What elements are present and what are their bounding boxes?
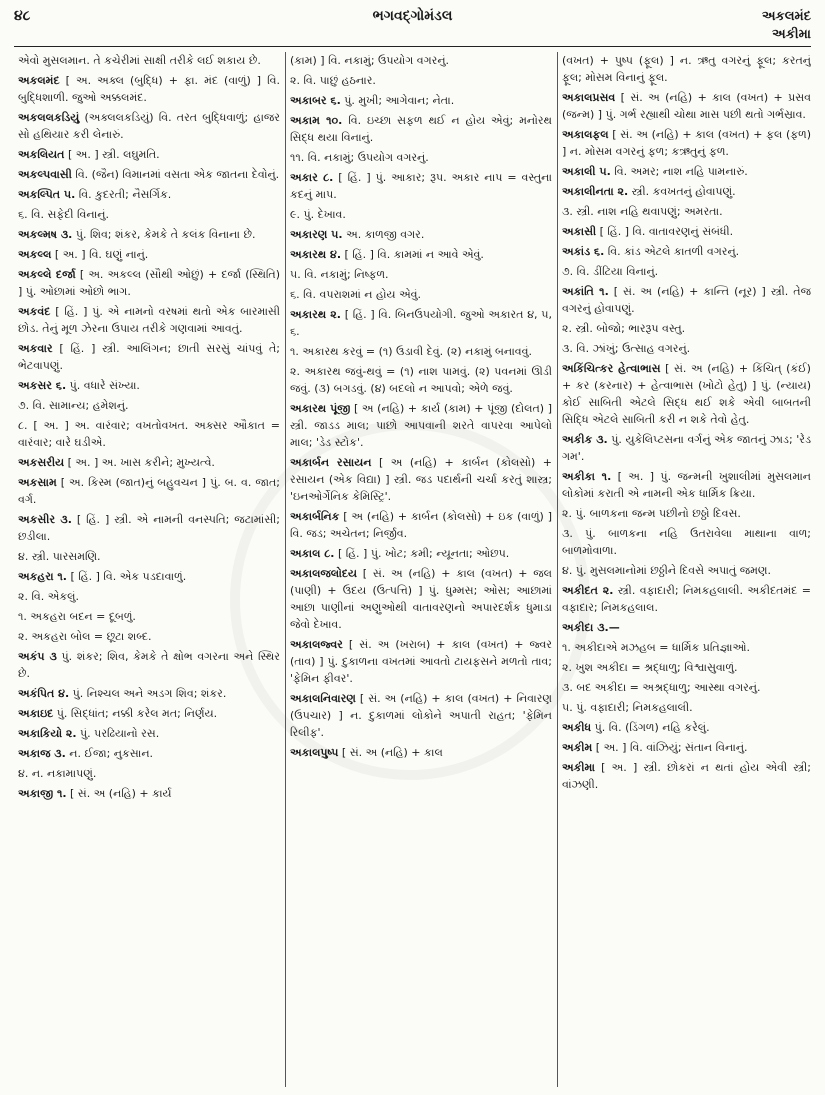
dictionary-entry: [290, 744, 552, 761]
entry-definition: ૧. અકારથ કરવું = (૧) ઉડાવી દેવું. (૨) નકામું બનાવવું.: [290, 345, 532, 358]
dictionary-entry: [562, 126, 811, 160]
entry-definition: [ સં. અ (નહિ) + કિંચિત્ (કંઈ) + કર (કરનાર) + હેત્વાભાસ (ખોટો હેતુ) ] પું. (ન્યાય) કોઈ સાબિતી એટલે સિદ્ધ થઈ શકે એવી બાબતની સિદ્ધિ એટલે સાબિતી કરી ન શકે તેવો હેતુ.: [562, 362, 811, 426]
dictionary-entry: [562, 619, 811, 636]
dictionary-entry: [290, 206, 552, 223]
entry-definition: [ હિં. ] પું. આકાર; રૂપ. અકાર નાપ = વસ્તુના કદનું માપ.: [290, 171, 552, 201]
headword: અકાલનિવારણ: [290, 692, 356, 705]
dictionary-entry: [562, 183, 811, 200]
entry-definition: [ અ. ] અ. ખાસ કરીને; મુખ્યત્વે.: [64, 456, 215, 469]
entry-definition: ૩. વિ. ઝાંખું; ઉત્સાહ વગરનું.: [562, 342, 691, 355]
entry-definition: પું. શંકર; શિવ, કેમકે તે ક્ષોભ વગરના અને સ્થિર છે.: [18, 650, 280, 680]
entry-definition: [ હિં. ] વિ. બિનઉપયોગી. જુઓ અકારત ૪, ૫, ૬.: [290, 308, 552, 338]
dictionary-entry: [562, 360, 811, 428]
dictionary-entry: [290, 690, 552, 741]
dictionary-entry: [290, 266, 552, 283]
dictionary-entry: [18, 166, 280, 183]
dictionary-entry: [562, 263, 811, 280]
entry-definition: [ હિં. ] સ્ત્રી. આલિંગન; છાતી સરસું ચાંપવું તે; ભેટવાપણું.: [18, 342, 280, 372]
dictionary-entry: [562, 468, 811, 502]
entry-definition: ૪. સ્ત્રી. પારસમણિ.: [18, 550, 101, 563]
entry-definition: [ સં. અ (નહિ) + કાલ (વખત) + ફલ (ફળ) ] ન. મોસમ વગરનું ફળ; કઋતુનું ફળ.: [562, 128, 811, 158]
entry-definition: પું. યુકેલિપ્ટસના વર્ગનું એક જાતનું ઝાડ; 'રેડ ગમ'.: [562, 433, 811, 463]
headword: અકલ્લ: [18, 248, 52, 261]
dictionary-entry: [18, 146, 280, 163]
headword: અકાલપુષ્પ: [290, 746, 339, 759]
headword: અકાલી ૫.: [562, 165, 611, 178]
entry-definition: ૨. અકહરા બોલ = છૂટા શબ્દ.: [18, 630, 152, 643]
entry-definition: વિ. ઇચ્છા સફળ થઈ ન હોય એવું; મનોરથ સિદ્ધ થયા વિનાનું.: [290, 114, 552, 144]
dictionary-entry: [18, 725, 280, 742]
headword: અકાજી ૧.: [18, 787, 67, 800]
headword: અકાબર ૬.: [290, 94, 341, 107]
entry-definition: અ. કાળજી વગર.: [342, 228, 425, 241]
headword: અકીક ૩.: [562, 433, 608, 446]
column-divider-2: [557, 52, 558, 1087]
headword: અકંપિત ૪.: [18, 687, 70, 700]
dictionary-entry: [562, 719, 811, 736]
entry-definition: [ અ. ] સ્ત્રી. લઘુમતિ.: [64, 148, 160, 161]
guide-words: [762, 8, 811, 44]
entry-definition: [ અ (નહિ) + કાર્ય (કામ) + પૂંજી (દોલત) ] સ્ત્રી. જાડડ માલ; પાછો આપવાની શરતે વાપરવા આપેલો માલ; 'ડેડ સ્ટોક'.: [290, 402, 552, 449]
entry-definition: ૨. વિ. પાછું હઠનાર.: [290, 74, 376, 87]
entry-definition: [ હિં. ] વિ. એક પડદાવાળું.: [66, 570, 187, 583]
dictionary-entry: [290, 545, 552, 562]
headword: અકલ્પવાસી: [18, 168, 72, 181]
headword: અકલમંદ: [18, 74, 60, 87]
dictionary-entry: [290, 72, 552, 89]
dictionary-entry: [562, 759, 811, 793]
dictionary-entry: [18, 548, 280, 565]
dictionary-entry: [290, 92, 552, 109]
headword: અકાલજલોદય: [290, 567, 358, 580]
entry-definition: ૨. પું. બાળકના જન્મ પછીનો છઠ્ઠો દિવસ.: [562, 507, 741, 520]
entry-definition: વિ. કાંડ એટલે કાતળી વગરનું.: [604, 245, 740, 258]
dictionary-entry: [18, 568, 280, 585]
dictionary-entry: [290, 112, 552, 146]
entry-definition: [ હિં. ] વિ. કામમાં ન આવે એવું.: [341, 248, 484, 261]
dictionary-entry: [562, 283, 811, 317]
headword: અકાંડ ૬.: [562, 245, 605, 258]
dictionary-entry: [18, 186, 280, 203]
header-rule: [14, 46, 811, 47]
headword: અકાંતિ ૧.: [562, 285, 609, 298]
entry-definition: [ હિં. ] પું. એ નામનો વરષમાં થતો એક બારમાસી છોડ. તેનું મૂળ ઝેરના ઉપાય તરીકે ગણવામાં આવતું.: [18, 305, 280, 335]
entry-definition: ૬. વિ. વપરાશમાં ન હોય એવું.: [290, 288, 422, 301]
entry-definition: [ હિં. ] સ્ત્રી. એ નામની વનસ્પતિ; જટામાંસી; છડીલા.: [18, 513, 280, 543]
dictionary-entry: [290, 306, 552, 340]
headword: અકવંદ: [18, 305, 51, 318]
dictionary-entry: [18, 72, 280, 106]
entry-definition: વિ. (જૈન) વિમાનમાં વસતા એક જાતના દેવોનું.: [71, 168, 280, 181]
entry-definition: [ સં. અ (નહિ) + કાલ (વખત) + નિવારણ (ઉપચાર) ] ન. દુકાળમાં લોકોને અપાતી રાહત; 'ફેમિન રિલીફ'.: [290, 692, 552, 739]
dictionary-entry: [18, 745, 280, 762]
headword: અકારથ પૂંજી: [290, 402, 351, 415]
dictionary-entry: [18, 109, 280, 143]
entry-definition: ૭. વિ. ડીંટિયા વિનાનું.: [562, 265, 659, 278]
dictionary-entry: [562, 52, 811, 86]
dictionary-entry: [18, 226, 280, 243]
dictionary-entry: [562, 639, 811, 656]
entry-definition: [ અ. ] સ્ત્રી. છોકરાં ન થતાં હોય એવી સ્ત્રી; વાંઝણી.: [562, 761, 811, 791]
entry-definition: [ હિં. ] વિ. વાતાવરણનું સંબંધી.: [596, 225, 734, 238]
headword: અકાલપ્રસવ: [562, 91, 616, 104]
running-title: ભગવદ્ગોમંડલ: [372, 8, 453, 24]
dictionary-entry: [18, 266, 280, 300]
dictionary-columns: [18, 52, 811, 1089]
dictionary-entry: [18, 785, 280, 802]
headword: અકાલફલ: [562, 128, 609, 141]
headword: અકસીર ૩.: [18, 513, 72, 526]
entry-definition: [ હિં. ] પું. ખોટ; કમી; ન્યૂનતા; ઓછપ.: [334, 547, 510, 560]
dictionary-entry: [562, 163, 811, 180]
entry-definition: [ સં. અ (નહિ) + કાલ (વખત) + પ્રસવ (જન્મ) ] પું. ગર્ભ રહ્યાથી ચોથા માસ પછી થતો ગર્ભસ્રાવ.: [562, 91, 811, 121]
headword: અકલિયત: [18, 148, 65, 161]
entry-definition: [ અ. ] વિ. વાંઝિયું; સંતાન વિનાનું.: [592, 741, 748, 754]
headword: અકાલીનતા ૨.: [562, 185, 629, 198]
entry-definition: ૩. બદ અકીદા = અશ્રદ્ધાળુ; આસ્થા વગરનું.: [562, 681, 761, 694]
entry-definition: ૪. ન. નકામાપણું.: [18, 767, 97, 780]
entry-definition: એવો મુસલમાન. તે કચેરીમાં સાક્ષી તરીકે લઈ શકાય છે.: [18, 54, 261, 67]
page-header: [14, 6, 811, 50]
entry-definition: [ સં. અ (ખરાબ) + કાલ (વખત) + જ્વર (તાવ) ] પું. દુકાળના વખતમાં આવતો ટાયફસને મળતો તાવ; 'ફેમિન ફીવર'.: [290, 638, 552, 685]
entry-definition: ૨. ખુશ અકીદા = શ્રદ્ધાળુ; વિશ્વાસુવાળું.: [562, 661, 738, 674]
entry-definition: વિ. કુદરતી; નૈસર્ગિક.: [75, 188, 172, 201]
dictionary-entry: [18, 628, 280, 645]
column-divider-1: [285, 52, 286, 1087]
dictionary-entry: [18, 454, 280, 471]
dictionary-entry: [290, 508, 552, 542]
dictionary-entry: [18, 377, 280, 394]
dictionary-entry: [562, 431, 811, 465]
entry-definition: ૫. પું. વફાદારી; નિમકહલાલી.: [562, 701, 693, 714]
entry-definition: (અક્લલકડિયું) વિ. તરત બુદ્ધિવાળું; હાજર સો હથિયાર કરી લેનારું.: [18, 111, 280, 141]
dictionary-entry: [290, 400, 552, 451]
entry-definition: વિ. અમર; નાશ નહિ પામનારું.: [610, 165, 748, 178]
dictionary-entry: [18, 685, 280, 702]
entry-definition: ૪. પું. મુસલમાનોમાં છઠ્ઠીને દિવસે અપાતું જમણ.: [562, 564, 771, 577]
dictionary-entry: [18, 246, 280, 263]
entry-definition: ૨. અકારથ જવું-થવું = (૧) નાશ પામવું. (૨) પવનમાં ઊડી જવું. (૩) બગડવું. (૪) બદલો ન આપવો; એળે જવું.: [290, 365, 552, 395]
headword: અકાલજ્વર: [290, 638, 343, 651]
entry-definition: ન. ઈજા; નુકસાન.: [65, 747, 154, 760]
column-3: [562, 52, 811, 1089]
entry-definition: [ અ (નહિ) + કાર્બન (કોલસો) + ઇક (વાળું) ] વિ. જડ; અચેતન; નિર્જીવ.: [290, 510, 552, 540]
headword: અકીધ: [562, 721, 592, 734]
headword: અકીદા ૩.—: [562, 621, 620, 634]
headword: અકંપ ૩: [18, 650, 57, 663]
dictionary-entry: [562, 320, 811, 337]
dictionary-entry: [562, 739, 811, 756]
headword: અકિંચિત્કર હેત્વાભાસ: [562, 362, 661, 375]
entry-definition: પું. વધારે સંખ્યા.: [66, 379, 140, 392]
column-1: [18, 52, 280, 1089]
entry-definition: ૬. વિ. સફેદી વિનાનું.: [18, 208, 109, 221]
headword: અકાકિયો ૨.: [18, 727, 77, 740]
headword: અકસરીય: [18, 456, 65, 469]
entry-definition: ૯. પું. દેખાવ.: [290, 208, 346, 221]
entry-definition: ૨. વિ. એકલું.: [18, 590, 79, 603]
entry-definition: ૫. વિ. નકામું; નિષ્ફળ.: [290, 268, 389, 281]
entry-definition: [ સં. અ (નહિ) + કાન્તિ (નૂર) ] સ્ત્રી. તેજ વગરનું હોવાપણું.: [562, 285, 811, 315]
headword: અકલ્પિત ૫.: [18, 188, 76, 201]
dictionary-entry: [18, 588, 280, 605]
entry-definition: સ્ત્રી. કવખતનું હોવાપણું.: [628, 185, 736, 198]
entry-definition: [ અ (નહિ) + કાર્બન (કોલસો) + રસાયન (એક વિદ્યા) ] સ્ત્રી. જડ પદાર્થની ચર્ચા કરતું શાસ્ત્ર; 'ઇનઓર્ગેનિક કેમિસ્ટ્રિ'.: [290, 456, 552, 503]
headword: અકાર્બન રસાયન: [290, 456, 372, 469]
headword: અકીમા: [562, 761, 595, 774]
dictionary-entry: [18, 474, 280, 508]
column-2: [290, 52, 552, 1089]
dictionary-entry: [18, 705, 280, 722]
headword: અકલ્લે દર્જા: [18, 268, 76, 281]
headword: અકીકા ૧.: [562, 470, 612, 483]
headword: અકસર ૬.: [18, 379, 67, 392]
headword: અકાસી: [562, 225, 597, 238]
entry-definition: [ અ. કિસ્મ (જાત)નું બહુવચન ] પું. બ. વ. જાત; વર્ગ.: [18, 476, 280, 506]
entry-definition: [ અ. ] વિ. ઘણું નાનું.: [51, 248, 149, 261]
entry-definition: ૧. અકહરા બદન = દૂબળું.: [18, 610, 136, 623]
headword: અકીમ: [562, 741, 593, 754]
dictionary-entry: [18, 340, 280, 374]
dictionary-entry: [562, 659, 811, 676]
entry-definition: ૮. [ અ. ] અ. વારંવાર; વખતોવખત. અક્સર ઔકાત = વારંવાર; વારે ઘડીએ.: [18, 419, 280, 449]
dictionary-entry: [562, 89, 811, 123]
dictionary-entry: [18, 206, 280, 223]
headword: અકીદત ૨.: [562, 584, 614, 597]
entry-definition: [ અ. ] પું. જન્મની ખુશાલીમાં મુસલમાન લોકોમાં કરાતી એ નામની એક ધાર્મિક ક્રિયા.: [562, 470, 811, 500]
dictionary-entry: [290, 169, 552, 203]
dictionary-entry: [290, 343, 552, 360]
dictionary-entry: [18, 397, 280, 414]
dictionary-entry: [290, 454, 552, 505]
dictionary-entry: [18, 52, 280, 69]
dictionary-entry: [562, 505, 811, 522]
dictionary-entry: [290, 246, 552, 263]
headword: અકલ્મષ ૩.: [18, 228, 73, 241]
dictionary-entry: [18, 303, 280, 337]
dictionary-entry: [562, 223, 811, 240]
entry-definition: (વખત) + પુષ્પ (ફૂલ) ] ન. ઋતુ વગરનું ફૂલ; કરતનું ફૂલ; મોસમ વિનાનું ફૂલ.: [562, 54, 811, 84]
dictionary-entry: [290, 226, 552, 243]
entry-definition: [ સં. અ (નહિ) + કાર્ય: [66, 787, 172, 800]
dictionary-entry: [18, 765, 280, 782]
entry-definition: (કામ) ] વિ. નકામું; ઉપયોગ વગરનું.: [290, 54, 450, 67]
dictionary-entry: [290, 636, 552, 687]
guide-word-last: અકીમા: [772, 27, 811, 42]
dictionary-entry: [290, 565, 552, 633]
dictionary-entry: [562, 525, 811, 559]
entry-definition: [ સં. અ (નહિ) + કાલ: [338, 746, 443, 759]
dictionary-entry: [290, 363, 552, 397]
dictionary-entry: [18, 417, 280, 451]
entry-definition: પું. વિ. (ડિંગળ) નહિ કરેલું.: [591, 721, 710, 734]
headword: અકવાર: [18, 342, 53, 355]
entry-definition: [ સં. અ (નહિ) + કાલ (વખત) + જલ (પાણી) + ઉદય (ઉત્પત્તિ) ] પું. ધુમ્મસ; ઓસ; આછામાં આછા પાણીનાં અણુઓથી વાતાવરણનો અપારદર્શક ધુમાડા જેવો દેખાવ.: [290, 567, 552, 631]
dictionary-entry: [562, 562, 811, 579]
headword: અકાઇદ: [18, 707, 54, 720]
dictionary-entry: [562, 582, 811, 616]
guide-word-first: અકલમંદ: [761, 9, 811, 24]
entry-definition: ૧૧. વિ. નકામું; ઉપયોગ વગરનું.: [290, 151, 429, 164]
headword: અકાર્બનિક: [290, 510, 340, 523]
dictionary-entry: [562, 340, 811, 357]
headword: અકસામ: [18, 476, 57, 489]
headword: અકલલકડિયું: [18, 111, 80, 124]
headword: અકારણ ૫.: [290, 228, 343, 241]
dictionary-entry: [562, 243, 811, 260]
entry-definition: સ્ત્રી. વફાદારી; નિમકહલાલી. અકીદતમંદ = વફાદાર; નિમકહલાલ.: [562, 584, 811, 614]
entry-definition: પું. નિશ્ચલ અને અડગ શિવ; શંકર.: [69, 687, 227, 700]
headword: અકારથ ૨.: [290, 308, 341, 321]
dictionary-entry: [290, 286, 552, 303]
headword: અકાલ ૮.: [290, 547, 335, 560]
entry-definition: [ અ. અક્લ (બુદ્ધિ) + ફા. મંદ (વાળું) ] વિ. બુદ્ધિશાળી. જુઓ અક્કલમંદ.: [18, 74, 280, 104]
headword: અકાજ ૩.: [18, 747, 66, 760]
headword: અકારથ ૪.: [290, 248, 342, 261]
entry-definition: પું. મુખી; આગેવાન; નેતા.: [340, 94, 455, 107]
dictionary-entry: [290, 149, 552, 166]
entry-definition: ૩. સ્ત્રી. નાશ નહિ થવાપણું; અમરતા.: [562, 205, 723, 218]
page-number: ૪૮: [14, 8, 31, 24]
dictionary-entry: [562, 679, 811, 696]
dictionary-entry: [18, 648, 280, 682]
entry-definition: પું. સિદ્ધાંત; નક્કી કરેલ મત; નિર્ણય.: [53, 707, 218, 720]
headword: અકાર ૮.: [290, 171, 334, 184]
dictionary-entry: [290, 52, 552, 69]
headword: અકામ ૧૦.: [290, 114, 343, 127]
entry-definition: ૭. વિ. સામાન્ય; હમેશનું.: [18, 399, 129, 412]
entry-definition: ૩. પું. બાળકના નહિ ઉતરાવેલા માથાના વાળ; બાળમોવાળા.: [562, 527, 811, 557]
entry-definition: પું. પરઢિયાનો રસ.: [76, 727, 160, 740]
entry-definition: [ અ. અકલ્લ (સૌથી ઓછું) + દર્જા (સ્થિતિ) ] પું. ઓછામાં ઓછો ભાગ.: [18, 268, 280, 298]
entry-definition: ૧. અકીદાએ મઝહબ = ધાર્મિક પ્રતિજ્ઞાઓ.: [562, 641, 750, 654]
headword: અકહરા ૧.: [18, 570, 67, 583]
dictionary-entry: [18, 608, 280, 625]
dictionary-entry: [562, 203, 811, 220]
dictionary-entry: [562, 699, 811, 716]
dictionary-entry: [18, 511, 280, 545]
entry-definition: ૨. સ્ત્રી. બોજો; ભારરૂપ વસ્તુ.: [562, 322, 686, 335]
entry-definition: પું. શિવ; શંકર, કેમકે તે કલંક વિનાના છે.: [72, 228, 256, 241]
